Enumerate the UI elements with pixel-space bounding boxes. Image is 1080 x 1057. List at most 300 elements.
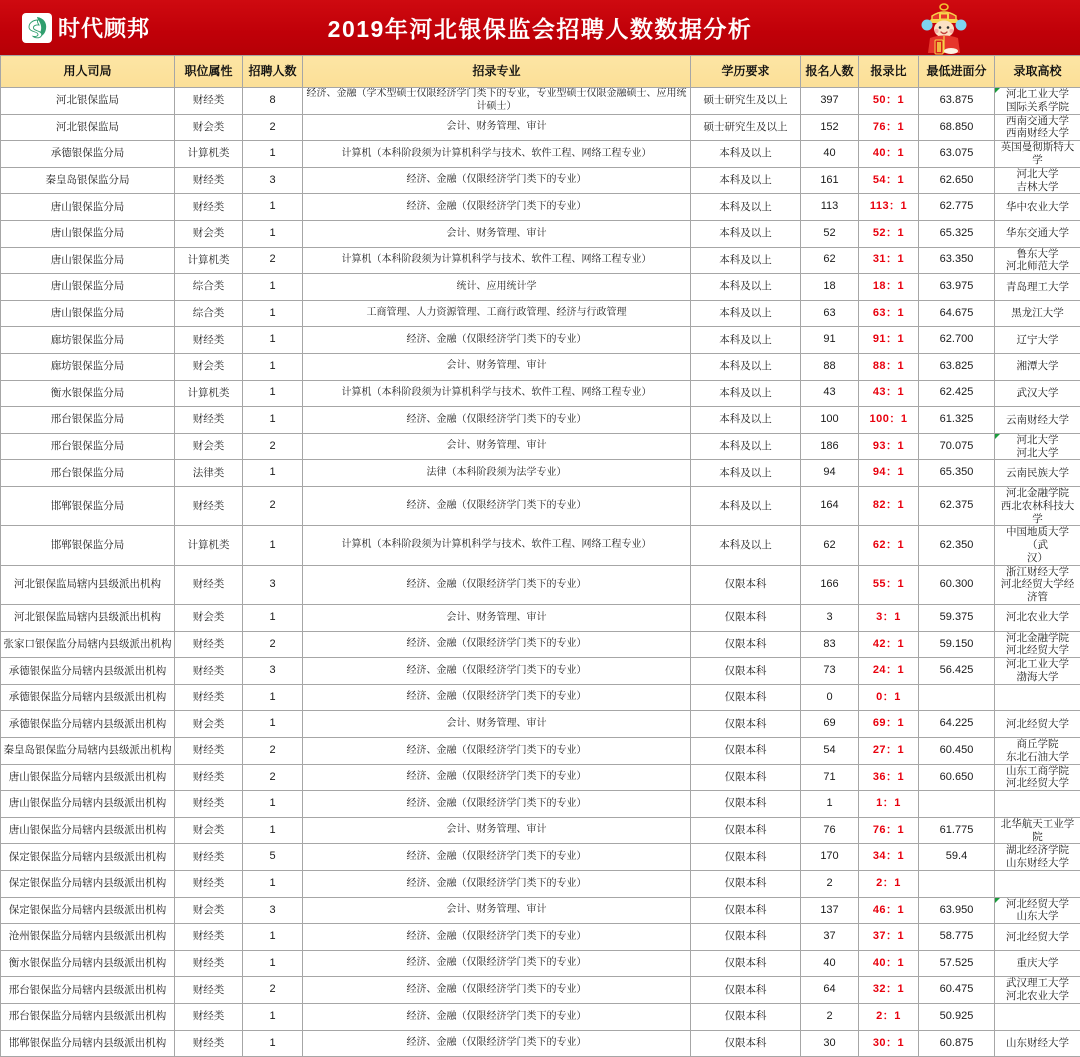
- table-row[interactable]: [1, 977, 1080, 1004]
- cell-education[interactable]: 仅限本科: [691, 844, 801, 871]
- cell-headcount[interactable]: 3: [243, 167, 303, 194]
- cell-min-score[interactable]: 60.875: [919, 1030, 995, 1057]
- cell-category[interactable]: 财经类: [175, 791, 243, 818]
- cell-applicants[interactable]: 0: [801, 684, 859, 711]
- cell-category[interactable]: 财经类: [175, 1003, 243, 1030]
- cell-major[interactable]: 经济、金融（仅限经济学门类下的专业）: [303, 791, 691, 818]
- cell-dept[interactable]: 张家口银保监分局辖内县级派出机构: [1, 631, 175, 658]
- cell-min-score[interactable]: 63.950: [919, 897, 995, 924]
- cell-ratio[interactable]: 55：1: [859, 565, 919, 604]
- cell-major[interactable]: 经济、金融（仅限经济学门类下的专业）: [303, 1030, 691, 1057]
- cell-major[interactable]: 经济、金融（仅限经济学门类下的专业）: [303, 684, 691, 711]
- cell-applicants[interactable]: 63: [801, 300, 859, 327]
- cell-dept[interactable]: 邢台银保监分局: [1, 407, 175, 434]
- cell-ratio[interactable]: 43：1: [859, 380, 919, 407]
- table-row[interactable]: [1, 433, 1080, 460]
- cell-min-score[interactable]: 63.350: [919, 247, 995, 274]
- cell-major[interactable]: 会计、财务管理、审计: [303, 605, 691, 632]
- cell-applicants[interactable]: 43: [801, 380, 859, 407]
- cell-category[interactable]: 财经类: [175, 1030, 243, 1057]
- cell-school[interactable]: [995, 114, 1080, 141]
- cell-category[interactable]: 财经类: [175, 631, 243, 658]
- cell-min-score[interactable]: 57.525: [919, 950, 995, 977]
- cell-school[interactable]: [995, 327, 1080, 354]
- cell-headcount[interactable]: 1: [243, 220, 303, 247]
- cell-dept[interactable]: 廊坊银保监分局: [1, 327, 175, 354]
- cell-ratio[interactable]: 2：1: [859, 1003, 919, 1030]
- table-row[interactable]: [1, 114, 1080, 141]
- table-row[interactable]: [1, 460, 1080, 487]
- cell-education[interactable]: 仅限本科: [691, 977, 801, 1004]
- cell-ratio[interactable]: 88：1: [859, 353, 919, 380]
- column-header-category[interactable]: 职位属性: [175, 56, 243, 88]
- cell-school[interactable]: [995, 1003, 1080, 1030]
- cell-headcount[interactable]: 1: [243, 817, 303, 844]
- cell-ratio[interactable]: 76：1: [859, 114, 919, 141]
- cell-ratio[interactable]: 76：1: [859, 817, 919, 844]
- cell-min-score[interactable]: 63.875: [919, 88, 995, 115]
- cell-min-score[interactable]: 70.075: [919, 433, 995, 460]
- cell-education[interactable]: 硕士研究生及以上: [691, 114, 801, 141]
- cell-category[interactable]: 财经类: [175, 764, 243, 791]
- cell-applicants[interactable]: 186: [801, 433, 859, 460]
- cell-headcount[interactable]: 1: [243, 1030, 303, 1057]
- cell-headcount[interactable]: 1: [243, 1003, 303, 1030]
- cell-major[interactable]: 经济、金融（仅限经济学门类下的专业）: [303, 327, 691, 354]
- cell-major[interactable]: 会计、财务管理、审计: [303, 220, 691, 247]
- cell-category[interactable]: 计算机类: [175, 247, 243, 274]
- cell-ratio[interactable]: 50：1: [859, 88, 919, 115]
- cell-category[interactable]: 财经类: [175, 486, 243, 525]
- cell-dept[interactable]: 唐山银保监分局: [1, 247, 175, 274]
- cell-major[interactable]: 会计、财务管理、审计: [303, 897, 691, 924]
- cell-headcount[interactable]: 1: [243, 950, 303, 977]
- cell-category[interactable]: 财经类: [175, 950, 243, 977]
- cell-major[interactable]: 经济、金融（仅限经济学门类下的专业）: [303, 194, 691, 221]
- cell-education[interactable]: 本科及以上: [691, 274, 801, 301]
- cell-min-score[interactable]: [919, 684, 995, 711]
- cell-applicants[interactable]: 64: [801, 977, 859, 1004]
- column-header-education[interactable]: 学历要求: [691, 56, 801, 88]
- cell-min-score[interactable]: 62.700: [919, 327, 995, 354]
- cell-applicants[interactable]: 30: [801, 1030, 859, 1057]
- cell-applicants[interactable]: 2: [801, 1003, 859, 1030]
- cell-category[interactable]: 财经类: [175, 88, 243, 115]
- cell-school[interactable]: [995, 300, 1080, 327]
- cell-education[interactable]: 本科及以上: [691, 380, 801, 407]
- cell-ratio[interactable]: 30：1: [859, 1030, 919, 1057]
- cell-applicants[interactable]: 71: [801, 764, 859, 791]
- cell-major[interactable]: 经济、金融（仅限经济学门类下的专业）: [303, 167, 691, 194]
- column-header-ratio[interactable]: 报录比: [859, 56, 919, 88]
- cell-min-score[interactable]: 63.075: [919, 141, 995, 168]
- cell-school[interactable]: [995, 817, 1080, 844]
- cell-school[interactable]: [995, 844, 1080, 871]
- cell-category[interactable]: 财经类: [175, 871, 243, 898]
- cell-dept[interactable]: 衡水银保监分局辖内县级派出机构: [1, 950, 175, 977]
- cell-applicants[interactable]: 94: [801, 460, 859, 487]
- table-row[interactable]: [1, 897, 1080, 924]
- cell-dept[interactable]: 唐山银保监分局: [1, 220, 175, 247]
- cell-min-score[interactable]: 60.300: [919, 565, 995, 604]
- cell-category[interactable]: 计算机类: [175, 380, 243, 407]
- cell-ratio[interactable]: 82：1: [859, 486, 919, 525]
- cell-major[interactable]: 会计、财务管理、审计: [303, 711, 691, 738]
- cell-dept[interactable]: 承德银保监分局辖内县级派出机构: [1, 711, 175, 738]
- cell-education[interactable]: 仅限本科: [691, 871, 801, 898]
- cell-education[interactable]: 硕士研究生及以上: [691, 88, 801, 115]
- table-row[interactable]: [1, 526, 1080, 565]
- table-row[interactable]: [1, 950, 1080, 977]
- cell-ratio[interactable]: 40：1: [859, 141, 919, 168]
- cell-school[interactable]: [995, 897, 1080, 924]
- cell-major[interactable]: 经济、金融（仅限经济学门类下的专业）: [303, 977, 691, 1004]
- cell-education[interactable]: 本科及以上: [691, 460, 801, 487]
- cell-dept[interactable]: 邯郸银保监分局: [1, 526, 175, 565]
- cell-school[interactable]: [995, 407, 1080, 434]
- cell-ratio[interactable]: 37：1: [859, 924, 919, 951]
- cell-major[interactable]: 经济、金融（仅限经济学门类下的专业）: [303, 871, 691, 898]
- cell-education[interactable]: 本科及以上: [691, 407, 801, 434]
- cell-headcount[interactable]: 2: [243, 738, 303, 765]
- table-row[interactable]: [1, 844, 1080, 871]
- table-row[interactable]: [1, 924, 1080, 951]
- table-row[interactable]: [1, 486, 1080, 525]
- cell-applicants[interactable]: 88: [801, 353, 859, 380]
- cell-category[interactable]: 财经类: [175, 684, 243, 711]
- cell-min-score[interactable]: 65.350: [919, 460, 995, 487]
- cell-applicants[interactable]: 62: [801, 526, 859, 565]
- cell-education[interactable]: 仅限本科: [691, 738, 801, 765]
- cell-ratio[interactable]: 36：1: [859, 764, 919, 791]
- cell-category[interactable]: 法律类: [175, 460, 243, 487]
- cell-education[interactable]: 本科及以上: [691, 141, 801, 168]
- cell-min-score[interactable]: 64.675: [919, 300, 995, 327]
- cell-ratio[interactable]: 3：1: [859, 605, 919, 632]
- cell-category[interactable]: 财会类: [175, 711, 243, 738]
- cell-education[interactable]: 本科及以上: [691, 327, 801, 354]
- table-row[interactable]: [1, 220, 1080, 247]
- cell-education[interactable]: 本科及以上: [691, 194, 801, 221]
- column-header-school[interactable]: 录取高校: [995, 56, 1080, 88]
- cell-education[interactable]: 仅限本科: [691, 684, 801, 711]
- table-row[interactable]: [1, 407, 1080, 434]
- cell-education[interactable]: 仅限本科: [691, 1003, 801, 1030]
- cell-dept[interactable]: 唐山银保监分局辖内县级派出机构: [1, 764, 175, 791]
- cell-min-score[interactable]: 62.350: [919, 526, 995, 565]
- table-row[interactable]: [1, 327, 1080, 354]
- cell-category[interactable]: 财会类: [175, 220, 243, 247]
- cell-dept[interactable]: 承德银保监分局辖内县级派出机构: [1, 684, 175, 711]
- table-row[interactable]: [1, 300, 1080, 327]
- cell-ratio[interactable]: 69：1: [859, 711, 919, 738]
- cell-ratio[interactable]: 54：1: [859, 167, 919, 194]
- cell-education[interactable]: 本科及以上: [691, 486, 801, 525]
- column-header-headcount[interactable]: 招聘人数: [243, 56, 303, 88]
- cell-applicants[interactable]: 18: [801, 274, 859, 301]
- cell-dept[interactable]: 河北银保监局辖内县级派出机构: [1, 605, 175, 632]
- cell-ratio[interactable]: 27：1: [859, 738, 919, 765]
- table-row[interactable]: [1, 631, 1080, 658]
- cell-applicants[interactable]: 100: [801, 407, 859, 434]
- cell-ratio[interactable]: 18：1: [859, 274, 919, 301]
- cell-school[interactable]: [995, 247, 1080, 274]
- cell-education[interactable]: 本科及以上: [691, 300, 801, 327]
- column-header-dept[interactable]: 用人司局: [1, 56, 175, 88]
- table-row[interactable]: [1, 1003, 1080, 1030]
- cell-education[interactable]: 本科及以上: [691, 220, 801, 247]
- cell-min-score[interactable]: 64.225: [919, 711, 995, 738]
- cell-headcount[interactable]: 1: [243, 871, 303, 898]
- cell-major[interactable]: 会计、财务管理、审计: [303, 114, 691, 141]
- cell-applicants[interactable]: 3: [801, 605, 859, 632]
- cell-applicants[interactable]: 52: [801, 220, 859, 247]
- cell-education[interactable]: 仅限本科: [691, 711, 801, 738]
- cell-category[interactable]: 财会类: [175, 817, 243, 844]
- cell-headcount[interactable]: 1: [243, 526, 303, 565]
- cell-headcount[interactable]: 1: [243, 791, 303, 818]
- cell-category[interactable]: 财经类: [175, 167, 243, 194]
- cell-ratio[interactable]: 93：1: [859, 433, 919, 460]
- cell-dept[interactable]: 邯郸银保监分局辖内县级派出机构: [1, 1030, 175, 1057]
- cell-dept[interactable]: 保定银保监分局辖内县级派出机构: [1, 844, 175, 871]
- cell-headcount[interactable]: 1: [243, 194, 303, 221]
- cell-category[interactable]: 综合类: [175, 274, 243, 301]
- cell-education[interactable]: 仅限本科: [691, 897, 801, 924]
- cell-dept[interactable]: 邢台银保监分局: [1, 433, 175, 460]
- table-row[interactable]: [1, 711, 1080, 738]
- cell-headcount[interactable]: 1: [243, 353, 303, 380]
- cell-school[interactable]: [995, 433, 1080, 460]
- cell-min-score[interactable]: 68.850: [919, 114, 995, 141]
- cell-headcount[interactable]: 1: [243, 380, 303, 407]
- cell-education[interactable]: 本科及以上: [691, 247, 801, 274]
- cell-major[interactable]: 经济、金融（仅限经济学门类下的专业）: [303, 738, 691, 765]
- cell-school[interactable]: [995, 1030, 1080, 1057]
- cell-major[interactable]: 计算机（本科阶段须为计算机科学与技术、软件工程、网络工程专业）: [303, 380, 691, 407]
- cell-dept[interactable]: 秦皇岛银保监分局: [1, 167, 175, 194]
- cell-education[interactable]: 仅限本科: [691, 631, 801, 658]
- cell-min-score[interactable]: 62.425: [919, 380, 995, 407]
- cell-school[interactable]: [995, 791, 1080, 818]
- cell-applicants[interactable]: 166: [801, 565, 859, 604]
- cell-school[interactable]: [995, 353, 1080, 380]
- table-row[interactable]: [1, 274, 1080, 301]
- cell-school[interactable]: [995, 631, 1080, 658]
- cell-category[interactable]: 财经类: [175, 844, 243, 871]
- cell-ratio[interactable]: 1：1: [859, 791, 919, 818]
- cell-education[interactable]: 本科及以上: [691, 526, 801, 565]
- table-row[interactable]: [1, 605, 1080, 632]
- cell-school[interactable]: [995, 526, 1080, 565]
- cell-applicants[interactable]: 2: [801, 871, 859, 898]
- cell-headcount[interactable]: 5: [243, 844, 303, 871]
- cell-applicants[interactable]: 161: [801, 167, 859, 194]
- table-row[interactable]: [1, 194, 1080, 221]
- cell-school[interactable]: [995, 764, 1080, 791]
- cell-dept[interactable]: 衡水银保监分局: [1, 380, 175, 407]
- table-row[interactable]: [1, 658, 1080, 685]
- cell-applicants[interactable]: 152: [801, 114, 859, 141]
- cell-applicants[interactable]: 137: [801, 897, 859, 924]
- cell-applicants[interactable]: 113: [801, 194, 859, 221]
- cell-ratio[interactable]: 32：1: [859, 977, 919, 1004]
- table-row[interactable]: [1, 141, 1080, 168]
- cell-applicants[interactable]: 170: [801, 844, 859, 871]
- cell-ratio[interactable]: 46：1: [859, 897, 919, 924]
- cell-dept[interactable]: 邯郸银保监分局: [1, 486, 175, 525]
- cell-category[interactable]: 财会类: [175, 897, 243, 924]
- cell-min-score[interactable]: 59.4: [919, 844, 995, 871]
- cell-major[interactable]: 经济、金融（仅限经济学门类下的专业）: [303, 631, 691, 658]
- table-row[interactable]: [1, 247, 1080, 274]
- cell-school[interactable]: [995, 977, 1080, 1004]
- cell-min-score[interactable]: 59.375: [919, 605, 995, 632]
- cell-school[interactable]: [995, 565, 1080, 604]
- cell-ratio[interactable]: 31：1: [859, 247, 919, 274]
- cell-dept[interactable]: 承德银保监分局: [1, 141, 175, 168]
- cell-category[interactable]: 计算机类: [175, 141, 243, 168]
- cell-headcount[interactable]: 1: [243, 300, 303, 327]
- cell-dept[interactable]: 唐山银保监分局: [1, 300, 175, 327]
- cell-ratio[interactable]: 113：1: [859, 194, 919, 221]
- cell-applicants[interactable]: 1: [801, 791, 859, 818]
- cell-headcount[interactable]: 1: [243, 141, 303, 168]
- cell-category[interactable]: 财经类: [175, 407, 243, 434]
- cell-ratio[interactable]: 34：1: [859, 844, 919, 871]
- cell-min-score[interactable]: [919, 871, 995, 898]
- cell-major[interactable]: 经济、金融（仅限经济学门类下的专业）: [303, 844, 691, 871]
- table-row[interactable]: [1, 88, 1080, 115]
- cell-education[interactable]: 仅限本科: [691, 1030, 801, 1057]
- cell-applicants[interactable]: 76: [801, 817, 859, 844]
- cell-min-score[interactable]: 61.775: [919, 817, 995, 844]
- column-header-min-score[interactable]: 最低进面分: [919, 56, 995, 88]
- cell-category[interactable]: 计算机类: [175, 526, 243, 565]
- cell-headcount[interactable]: 1: [243, 274, 303, 301]
- cell-school[interactable]: [995, 220, 1080, 247]
- cell-education[interactable]: 本科及以上: [691, 167, 801, 194]
- cell-education[interactable]: 仅限本科: [691, 791, 801, 818]
- cell-dept[interactable]: 邢台银保监分局: [1, 460, 175, 487]
- cell-headcount[interactable]: 2: [243, 247, 303, 274]
- cell-headcount[interactable]: 1: [243, 327, 303, 354]
- cell-applicants[interactable]: 40: [801, 950, 859, 977]
- cell-headcount[interactable]: 1: [243, 711, 303, 738]
- table-row[interactable]: [1, 871, 1080, 898]
- cell-major[interactable]: 计算机（本科阶段须为计算机科学与技术、软件工程、网络工程专业）: [303, 141, 691, 168]
- cell-applicants[interactable]: 37: [801, 924, 859, 951]
- cell-school[interactable]: [995, 274, 1080, 301]
- cell-dept[interactable]: 河北银保监局: [1, 114, 175, 141]
- cell-dept[interactable]: 秦皇岛银保监分局辖内县级派出机构: [1, 738, 175, 765]
- cell-ratio[interactable]: 91：1: [859, 327, 919, 354]
- cell-min-score[interactable]: 60.475: [919, 977, 995, 1004]
- cell-headcount[interactable]: 2: [243, 631, 303, 658]
- cell-dept[interactable]: 唐山银保监分局辖内县级派出机构: [1, 817, 175, 844]
- cell-headcount[interactable]: 2: [243, 114, 303, 141]
- cell-major[interactable]: 会计、财务管理、审计: [303, 433, 691, 460]
- cell-school[interactable]: [995, 380, 1080, 407]
- cell-min-score[interactable]: 59.150: [919, 631, 995, 658]
- table-row[interactable]: [1, 817, 1080, 844]
- cell-applicants[interactable]: 54: [801, 738, 859, 765]
- cell-dept[interactable]: 廊坊银保监分局: [1, 353, 175, 380]
- cell-school[interactable]: [995, 871, 1080, 898]
- cell-headcount[interactable]: 1: [243, 605, 303, 632]
- cell-headcount[interactable]: 2: [243, 486, 303, 525]
- table-row[interactable]: [1, 167, 1080, 194]
- cell-major[interactable]: 经济、金融（仅限经济学门类下的专业）: [303, 950, 691, 977]
- cell-major[interactable]: 计算机（本科阶段须为计算机科学与技术、软件工程、网络工程专业）: [303, 247, 691, 274]
- table-row[interactable]: [1, 791, 1080, 818]
- cell-major[interactable]: 会计、财务管理、审计: [303, 353, 691, 380]
- cell-applicants[interactable]: 73: [801, 658, 859, 685]
- cell-min-score[interactable]: 63.825: [919, 353, 995, 380]
- cell-ratio[interactable]: 42：1: [859, 631, 919, 658]
- cell-headcount[interactable]: 8: [243, 88, 303, 115]
- cell-min-score[interactable]: 62.650: [919, 167, 995, 194]
- cell-school[interactable]: [995, 167, 1080, 194]
- cell-education[interactable]: 仅限本科: [691, 924, 801, 951]
- cell-school[interactable]: [995, 88, 1080, 115]
- cell-category[interactable]: 财经类: [175, 327, 243, 354]
- cell-category[interactable]: 财会类: [175, 605, 243, 632]
- cell-ratio[interactable]: 94：1: [859, 460, 919, 487]
- cell-major[interactable]: 经济、金融（仅限经济学门类下的专业）: [303, 486, 691, 525]
- cell-category[interactable]: 财经类: [175, 924, 243, 951]
- cell-min-score[interactable]: 60.650: [919, 764, 995, 791]
- cell-category[interactable]: 财经类: [175, 658, 243, 685]
- cell-ratio[interactable]: 24：1: [859, 658, 919, 685]
- cell-category[interactable]: 财会类: [175, 433, 243, 460]
- cell-dept[interactable]: 沧州银保监分局辖内县级派出机构: [1, 924, 175, 951]
- cell-dept[interactable]: 邢台银保监分局辖内县级派出机构: [1, 977, 175, 1004]
- cell-ratio[interactable]: 100：1: [859, 407, 919, 434]
- cell-major[interactable]: 会计、财务管理、审计: [303, 817, 691, 844]
- cell-major[interactable]: 工商管理、人力资源管理、工商行政管理、经济与行政管理: [303, 300, 691, 327]
- cell-headcount[interactable]: 1: [243, 924, 303, 951]
- cell-min-score[interactable]: [919, 791, 995, 818]
- cell-major[interactable]: 经济、金融（仅限经济学门类下的专业）: [303, 1003, 691, 1030]
- cell-major[interactable]: 统计、应用统计学: [303, 274, 691, 301]
- cell-applicants[interactable]: 91: [801, 327, 859, 354]
- cell-headcount[interactable]: 2: [243, 764, 303, 791]
- table-row[interactable]: [1, 353, 1080, 380]
- cell-headcount[interactable]: 1: [243, 460, 303, 487]
- cell-applicants[interactable]: 397: [801, 88, 859, 115]
- cell-major[interactable]: 经济、金融（仅限经济学门类下的专业）: [303, 565, 691, 604]
- cell-min-score[interactable]: 62.375: [919, 486, 995, 525]
- cell-ratio[interactable]: 52：1: [859, 220, 919, 247]
- cell-school[interactable]: [995, 684, 1080, 711]
- cell-education[interactable]: 仅限本科: [691, 764, 801, 791]
- cell-education[interactable]: 仅限本科: [691, 605, 801, 632]
- cell-school[interactable]: [995, 711, 1080, 738]
- table-row[interactable]: [1, 764, 1080, 791]
- cell-applicants[interactable]: 83: [801, 631, 859, 658]
- cell-dept[interactable]: 保定银保监分局辖内县级派出机构: [1, 871, 175, 898]
- cell-education[interactable]: 仅限本科: [691, 565, 801, 604]
- cell-category[interactable]: 财会类: [175, 353, 243, 380]
- cell-school[interactable]: [995, 950, 1080, 977]
- table-row[interactable]: [1, 1030, 1080, 1057]
- cell-dept[interactable]: 承德银保监分局辖内县级派出机构: [1, 658, 175, 685]
- cell-headcount[interactable]: 1: [243, 407, 303, 434]
- cell-headcount[interactable]: 2: [243, 977, 303, 1004]
- cell-education[interactable]: 仅限本科: [691, 658, 801, 685]
- cell-major[interactable]: 经济、金融（仅限经济学门类下的专业）: [303, 764, 691, 791]
